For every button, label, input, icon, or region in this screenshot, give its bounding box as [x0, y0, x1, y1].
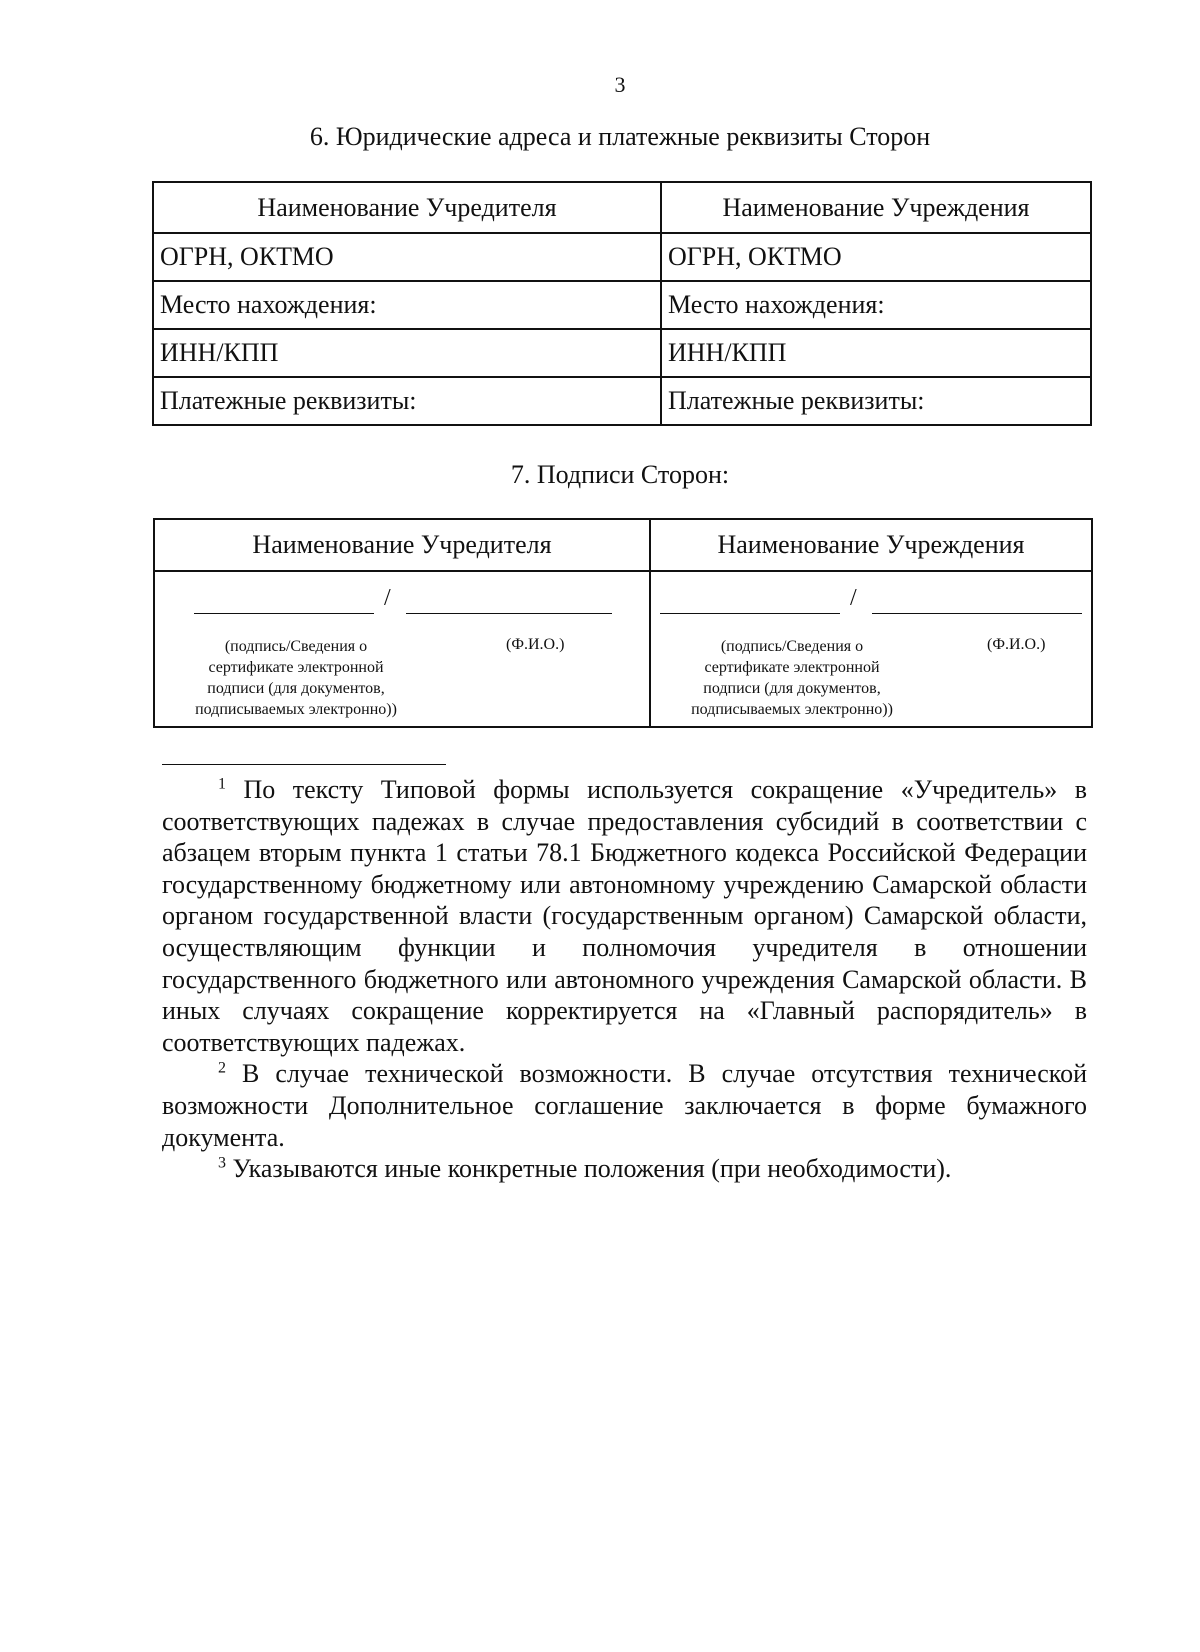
institution-payment-cell: Платежные реквизиты:	[661, 377, 1091, 425]
signature-line[interactable]	[660, 613, 840, 614]
signature-row	[154, 571, 1092, 727]
table-row	[153, 329, 1091, 377]
table-header-row	[153, 182, 1091, 233]
table-row	[153, 281, 1091, 329]
signature-hint: (подпись/Сведения о сертификате электронной подписи (для документов, подписываемых электронно))	[691, 638, 893, 718]
founder-ogrn-cell: ОГРН, ОКТМО	[153, 233, 661, 281]
requisites-table	[152, 181, 1092, 426]
institution-name-header: Наименование Учреждения	[661, 182, 1091, 233]
institution-inn-cell: ИНН/КПП	[661, 329, 1091, 377]
signature-hint: (подпись/Сведения о сертификате электронной подписи (для документов, подписываемых электронно))	[195, 638, 397, 718]
footnote-mark: 2	[218, 1059, 226, 1077]
institution-address-cell: Место нахождения:	[661, 281, 1091, 329]
footnotes	[162, 774, 1087, 1185]
fio-line[interactable]	[872, 613, 1082, 614]
footnote-3	[162, 1153, 1087, 1185]
institution-signature-cell	[650, 571, 1092, 727]
footnote-mark: 1	[218, 775, 226, 793]
founder-payment-cell: Платежные реквизиты:	[153, 377, 661, 425]
section-7-title: 7. Подписи Сторон:	[510, 460, 730, 489]
footnote-separator	[162, 764, 446, 765]
footnote-1	[162, 774, 1087, 1058]
footnote-mark: 3	[218, 1154, 226, 1172]
signature-separator: /	[384, 585, 391, 611]
page-number: 3	[614, 72, 626, 97]
founder-name-header: Наименование Учредителя	[154, 519, 650, 571]
footnote-2	[162, 1058, 1087, 1153]
institution-name-header: Наименование Учреждения	[650, 519, 1092, 571]
table-header-row	[154, 519, 1092, 571]
fio-line[interactable]	[406, 613, 612, 614]
founder-signature-cell	[154, 571, 650, 727]
founder-address-cell: Место нахождения:	[153, 281, 661, 329]
signature-separator: /	[850, 585, 857, 611]
founder-name-header: Наименование Учредителя	[153, 182, 661, 233]
footnote-text: Указываются иные конкретные положения (при необходимости).	[232, 1154, 952, 1184]
signature-line[interactable]	[194, 613, 374, 614]
institution-ogrn-cell: ОГРН, ОКТМО	[661, 233, 1091, 281]
signatures-table	[153, 518, 1093, 728]
footnote-text: В случае технической возможности. В случае отсутствия технической возможности Дополнительное соглашение заключается в форме бумажного документа.	[162, 1059, 1087, 1152]
table-row	[153, 233, 1091, 281]
fio-hint: (Ф.И.О.)	[987, 636, 1046, 653]
founder-inn-cell: ИНН/КПП	[153, 329, 661, 377]
footnote-text: По тексту Типовой формы используется сокращение «Учредитель» в соответствующих падежах в случае предоставления субсидий в соответствии с абзацем вторым пункта 1 статьи 78.1 Бюджетного кодекса Российской Федерации государственному бюджетному или автономному учреждению Самарской области органом государственной власти (государственным органом) Самарской области, осуществляющим функции и полномочия учредителя в отношении государственного бюджетного или автономного учреждения Самарской области. В иных случаях сокращение корректируется на «Главный распорядитель» в соответствующих падежах.	[162, 775, 1088, 1057]
section-6-title: 6. Юридические адреса и платежные реквизиты Сторон	[309, 122, 931, 151]
fio-hint: (Ф.И.О.)	[506, 636, 565, 653]
table-row	[153, 377, 1091, 425]
